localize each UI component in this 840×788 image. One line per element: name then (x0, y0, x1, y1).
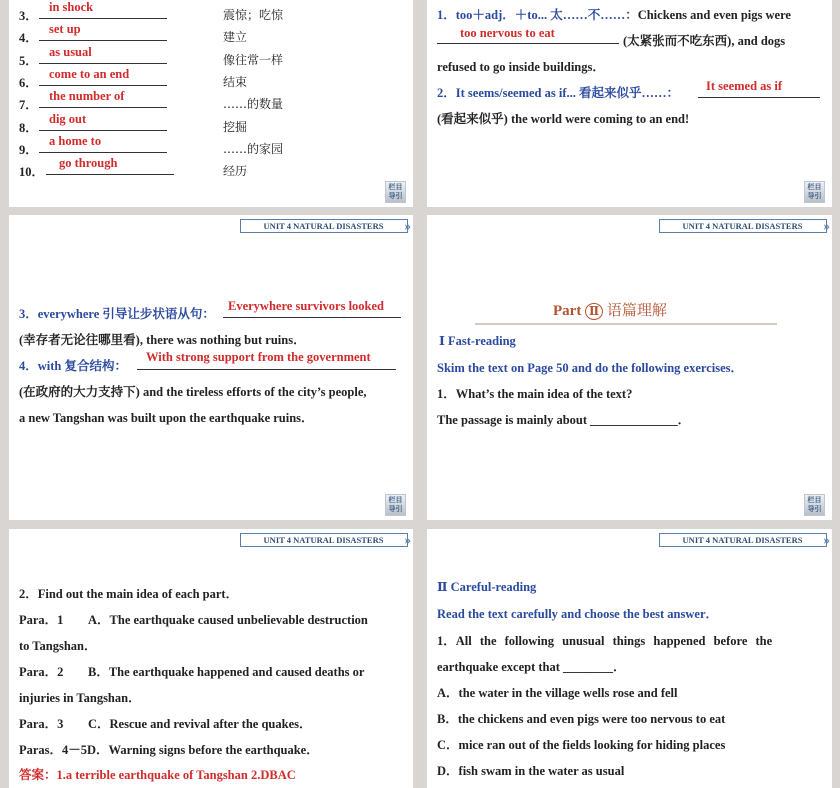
meaning-text: ……的数量 (223, 97, 284, 112)
nav-guide-button[interactable] (804, 494, 825, 516)
point-1-label: 1．too＋adj．＋to... 太……不……： (437, 8, 638, 22)
item-number: 10． (19, 165, 45, 180)
answer-4: With strong support from the government (146, 350, 371, 364)
nav-label: 导引 (807, 192, 822, 200)
slide-phrases (9, 0, 413, 207)
nav-guide-button[interactable] (385, 181, 406, 203)
slide-main-ideas (9, 529, 413, 788)
nav-label: 栏目 (807, 183, 822, 191)
point-3-text: (幸存者无论往哪里看), there was nothing but ruins． (19, 333, 306, 347)
answer-text: the number of (49, 89, 125, 104)
nav-label: 导引 (388, 505, 403, 513)
meaning-text: 结束 (223, 74, 248, 89)
para-label: Para．3 (19, 717, 64, 731)
meaning-text: 震惊；吃惊 (223, 8, 284, 22)
chevron-right-icon: » (823, 532, 826, 547)
nav-label: 栏目 (807, 496, 822, 504)
option[interactable]: D．fish swam in the water as usual (437, 764, 625, 778)
unit-title: UNIT 4 NATURAL DISASTERS (659, 219, 827, 233)
answer-text: go through (59, 156, 118, 171)
instruction: Skim the text on Page 50 and do the following exercises． (437, 361, 744, 375)
part-label: Part (553, 303, 582, 319)
item-number: 7． (19, 98, 38, 113)
point-1-text: Chickens and even pigs were (637, 8, 791, 22)
answer-text: as usual (49, 44, 92, 59)
chevron-right-icon: » (404, 532, 407, 547)
item-number: 5． (19, 53, 38, 68)
meaning-text: 挖掘 (223, 119, 248, 134)
answer-text: a home to (49, 133, 102, 148)
chevron-right-icon: » (404, 218, 407, 233)
section-fast-reading: Ⅰ Fast-reading (439, 334, 516, 348)
point-3-label: 3．everywhere 引导让步状语从句： (19, 307, 215, 321)
option[interactable]: B．the chickens and even pigs were too nervous to eat (437, 712, 726, 726)
unit-header (240, 532, 408, 548)
slide-careful-reading (427, 529, 832, 788)
instruction: Read the text carefully and choose the best answer． (437, 607, 718, 621)
chevron-right-icon: » (823, 218, 826, 233)
part-heading (553, 299, 667, 320)
point-2-text: (看起来似乎) the world were coming to an end! (437, 112, 690, 126)
para-idea: C．Rescue and revival after the quakes． (88, 717, 312, 731)
point-2-label: 2．It seems/seemed as if... 看起来似乎……： (437, 86, 679, 100)
answer-text: in shock (49, 0, 94, 14)
nav-label: 栏目 (388, 496, 403, 504)
part-divider (475, 323, 777, 325)
answer-2: It seemed as if (706, 79, 783, 93)
meaning-text: ……的家园 (223, 141, 284, 156)
question-2: 2．Find out the main idea of each part． (19, 587, 239, 601)
point-4-label: 4．with 复合结构： (19, 359, 127, 373)
option[interactable]: A．the water in the village wells rose and fell (437, 686, 678, 700)
point-4-text: a new Tangshan was built upon the earthquake ruins． (19, 411, 314, 425)
unit-header (240, 218, 408, 234)
para-label: Para．1 (19, 613, 64, 627)
nav-label: 导引 (388, 192, 403, 200)
unit-title: UNIT 4 NATURAL DISASTERS (659, 533, 827, 547)
answer-1: too nervous to eat (460, 26, 555, 40)
question-1: 1．All the following unusual things happened before the (437, 634, 773, 648)
nav-guide-button[interactable] (804, 181, 825, 203)
para-idea-cont: injuries in Tangshan． (19, 691, 141, 705)
meaning-text: 经历 (223, 164, 248, 179)
para-idea-cont: to Tangshan． (19, 639, 97, 653)
nav-guide-button[interactable] (385, 494, 406, 516)
item-number: 9． (19, 142, 38, 157)
question-1-prompt: The passage is mainly about ______________． (437, 413, 691, 427)
point-1-text: (太紧张而不吃东西), and dogs (623, 34, 786, 48)
slide-part-2 (427, 215, 832, 520)
nav-label: 导引 (807, 505, 822, 513)
para-idea: B．The earthquake happened and caused deaths or (88, 665, 365, 679)
slide-sentences-2 (9, 215, 413, 520)
para-idea: D．Warning signs before the earthquake． (87, 743, 319, 757)
unit-title: UNIT 4 NATURAL DISASTERS (240, 219, 408, 233)
question-1-cont: earthquake except that ________． (437, 660, 626, 674)
item-number: 8． (19, 120, 38, 135)
para-idea: A．The earthquake caused unbelievable destruction (88, 613, 368, 627)
item-number: 4． (19, 31, 38, 46)
part-title: 语篇理解 (606, 301, 667, 319)
answer-key: 答案：1.a terrible earthquake of Tangshan 2.DBAC (19, 768, 296, 782)
point-4-text: (在政府的大力支持下) and the tireless efforts of the city’s people, (19, 385, 367, 399)
item-number: 6． (19, 75, 38, 90)
unit-title: UNIT 4 NATURAL DISASTERS (240, 533, 408, 547)
question-1: 1．What’s the main idea of the text? (437, 387, 633, 401)
answer-3: Everywhere survivors looked (228, 299, 385, 313)
unit-header (659, 532, 827, 548)
item-number: 3． (19, 9, 38, 23)
part-number: Ⅱ (585, 303, 603, 320)
answer-text: come to an end (49, 66, 130, 81)
para-label: Para．2 (19, 665, 64, 679)
option[interactable]: C．mice ran out of the fields looking for hiding places (437, 738, 726, 752)
nav-label: 栏目 (388, 183, 403, 191)
point-1-text: refused to go inside buildings． (437, 60, 605, 74)
meaning-text: 建立 (223, 30, 248, 45)
meaning-text: 像往常一样 (223, 52, 284, 67)
unit-header (659, 218, 827, 234)
para-label: Paras．4－5 (19, 743, 88, 757)
answer-text: dig out (49, 111, 87, 126)
slide-sentences-1 (427, 0, 832, 207)
answer-text: set up (49, 22, 81, 37)
section-careful-reading: Ⅱ Careful-reading (437, 580, 537, 594)
